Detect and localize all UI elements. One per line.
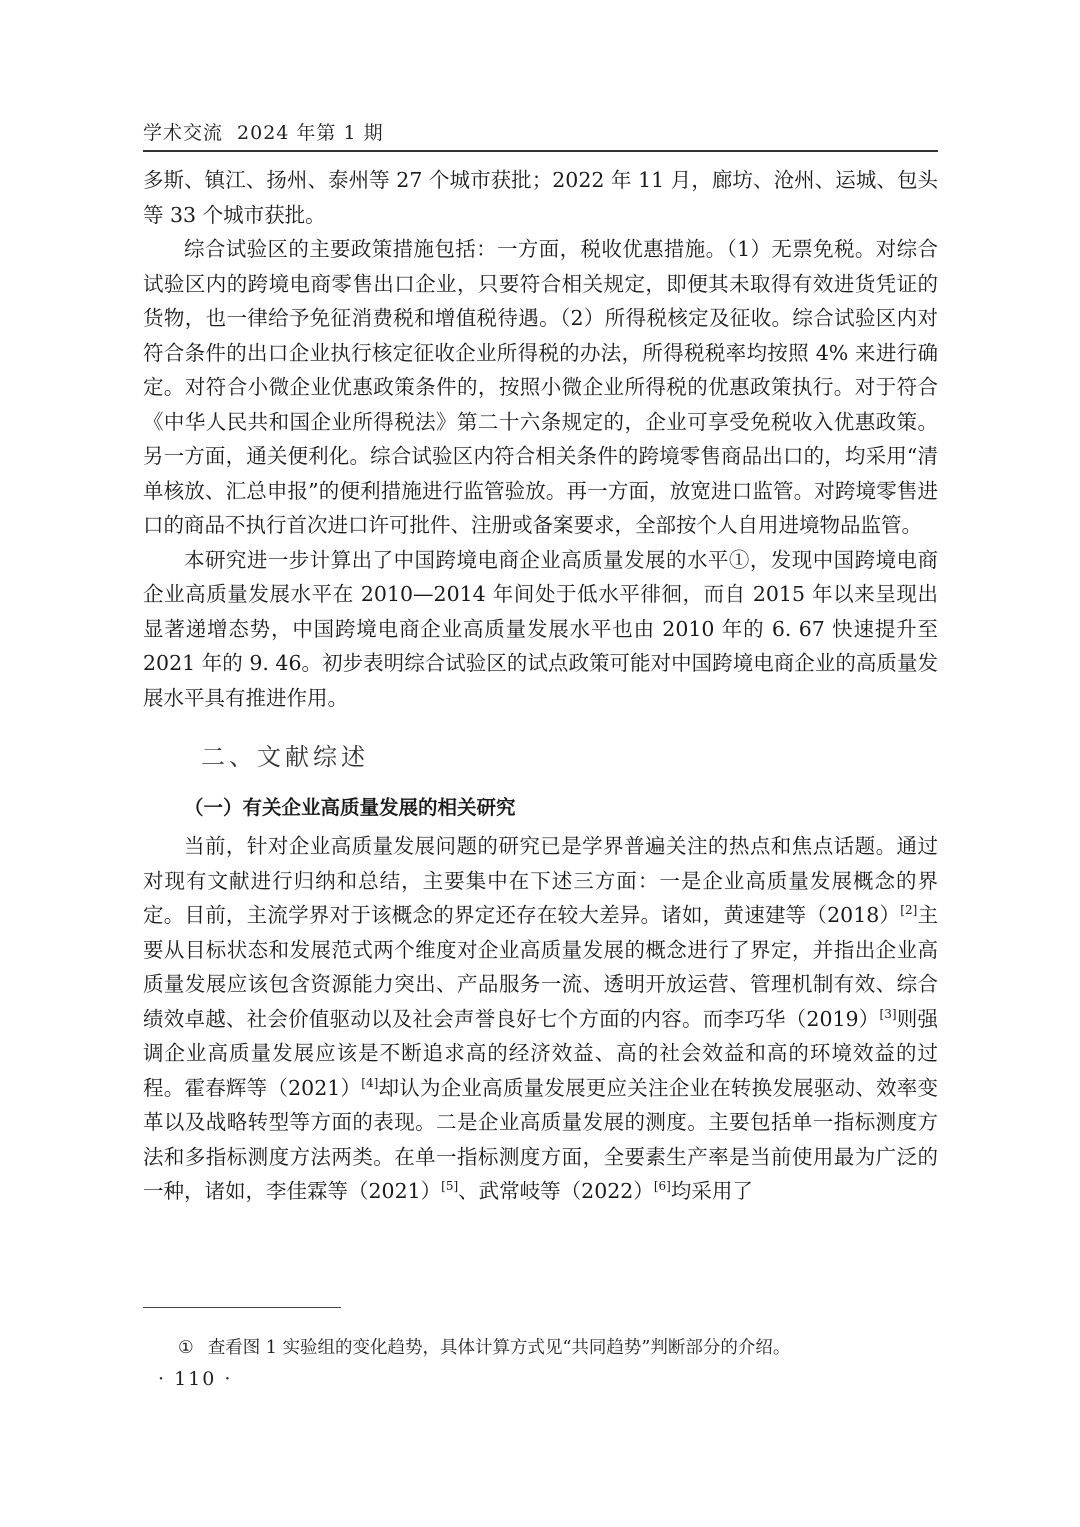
footnote (178, 1334, 790, 1359)
journal-title: 学术交流 (143, 122, 224, 144)
page-number: · 110 · (158, 1368, 233, 1390)
footnote-mark: ① (178, 1338, 194, 1358)
citation-ref: [2] (900, 903, 918, 918)
header-rule (143, 150, 938, 152)
lit-text-3: 则强调企业高质量发展应该是不断追求高的经济效益、高的社会效益和高的环境效益的过程。霍春辉等（2021） (143, 1006, 939, 1100)
paragraph-continuation: 多斯、镇江、扬州、泰州等 27 个城市获批；2022 年 11 月，廊坊、沧州、运城、包头等 33 个城市获批。 (143, 168, 938, 227)
issue-label: 2024 年第 1 期 (237, 122, 384, 144)
footnote-rule (143, 1307, 341, 1308)
subsection-heading: （一）有关企业高质量发展的相关研究 (184, 795, 516, 819)
citation-ref: [3] (879, 1006, 897, 1021)
running-header (143, 118, 384, 145)
lit-text-5: 、武常岐等（2022） (458, 1179, 654, 1203)
paragraph-literature-review (143, 829, 938, 1209)
lit-text-2: 主要从目标状态和发展范式两个维度对企业高质量发展的概念进行了界定，并指出企业高质量发展应该包含资源能力突出、产品服务一流、透明开放运营、管理机制有效、综合绩效卓越、社会价值驱动以及社会声誉良好七个方面的内容。而李巧华（2019） (143, 903, 938, 1031)
lit-text-6: 均采用了 (670, 1179, 753, 1203)
lit-text-1: 当前，针对企业高质量发展问题的研究已是学界普遍关注的热点和焦点话题。通过对现有文献进行归纳和总结，主要集中在下述三方面：一是企业高质量发展概念的界定。目前，主流学界对于该概念的界定还存在较大差异。诸如，黄速建等（2018） (143, 834, 938, 927)
citation-ref: [6] (653, 1179, 671, 1194)
lit-text-4: 却认为企业高质量发展更应关注企业在转换发展驱动、效率变革以及战略转型等方面的表现。二是企业高质量发展的测度。主要包括单一指标测度方法和多指标测度方法两类。在单一指标测度方面，全要素生产率是当前使用最为广泛的一种，诸如，李佳霖等（2021） (143, 1075, 939, 1203)
paragraph-development-level: 本研究进一步计算出了中国跨境电商企业高质量发展的水平①，发现中国跨境电商企业高质量发展水平在 2010—2014 年间处于低水平徘徊，而自 2015 年以来呈现出显著递增态势，中国跨境电商企业高质量发展水平也由 2010 年的 6. 67 快速提升至 2021 年的 9. 46。初步表明综合试验区的试点政策可能对中国跨境电商企业的高质量发展水平具有推进作用。 (143, 547, 938, 710)
paragraph-policy-measures: 综合试验区的主要政策措施包括：一方面，税收优惠措施。（1）无票免税。对综合试验区内的跨境电商零售出口企业，只要符合相关规定，即便其未取得有效进货凭证的货物，也一律给予免征消费税和增值税待遇。（2）所得税核定及征收。综合试验区内对符合条件的出口企业执行核定征收企业所得税的办法，所得税税率均按照 4% 来进行确定。对符合小微企业优惠政策条件的，按照小微企业所得税的优惠政策执行。对于符合《中华人民共和国企业所得税法》第二十六条规定的，企业可享受免税收入优惠政策。另一方面，通关便利化。综合试验区内符合相关条件的跨境零售商品出口的，均采用“清单核放、汇总申报”的便利措施进行监管验放。再一方面，放宽进口监管。对跨境零售进口的商品不执行首次进口许可批件、注册或备案要求，全部按个人自用进境物品监管。 (143, 237, 938, 537)
article-body (143, 163, 938, 1209)
citation-ref: [5] (441, 1179, 459, 1194)
citation-ref: [4] (361, 1075, 379, 1090)
section-heading: 二、文献综述 (201, 743, 369, 771)
footnote-text: 查看图 1 实验组的变化趋势，具体计算方式见“共同趋势”判断部分的介绍。 (207, 1338, 791, 1358)
